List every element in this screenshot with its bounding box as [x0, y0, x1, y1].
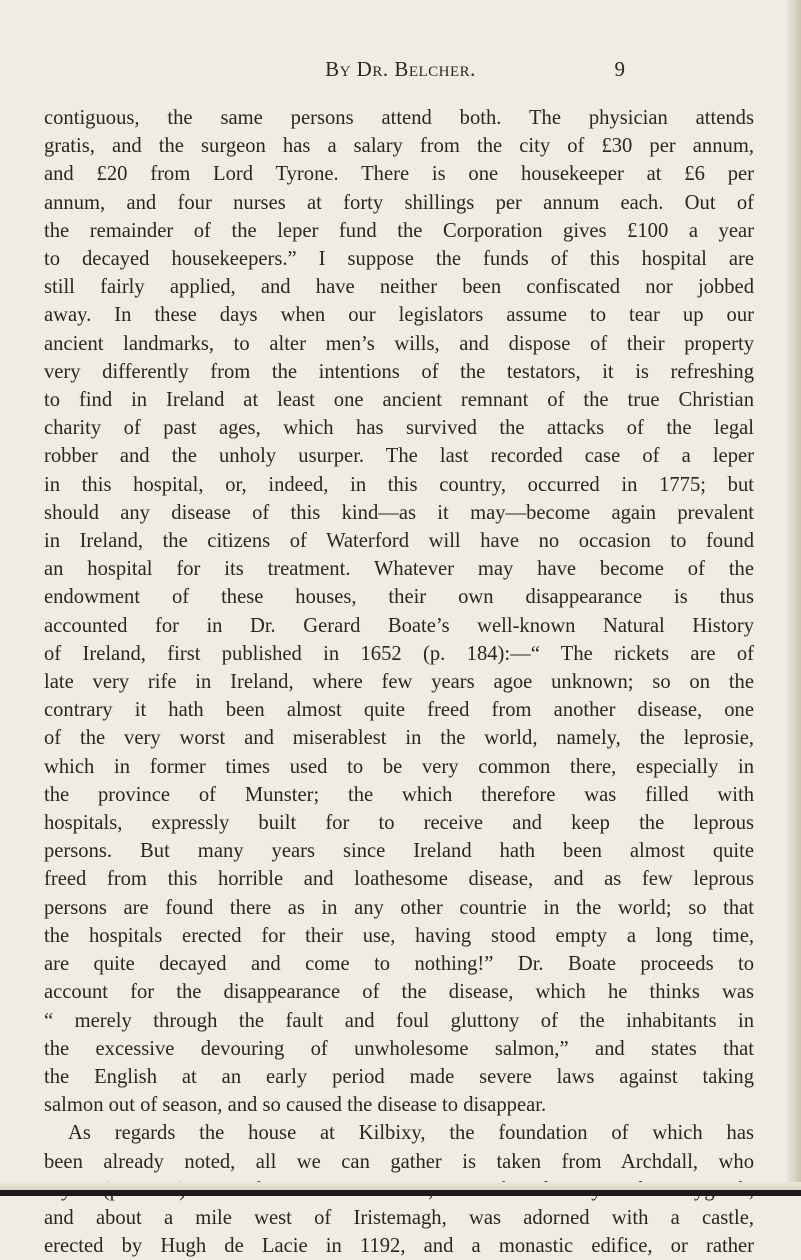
- text-line: contiguous, the same persons attend both. The physician attends: [44, 107, 754, 129]
- text-line: should any disease of this kind—as it may—become again prevalent: [44, 501, 754, 524]
- body-text: [44, 104, 754, 1260]
- paragraph-1: [44, 104, 754, 1119]
- text-line: are quite decayed and come to nothing!” Dr. Boate proceeds to: [44, 953, 754, 976]
- text-line: gratis, and the surgeon has a salary from the city of £30 per annum,: [44, 135, 754, 158]
- page-edge: [787, 0, 801, 1196]
- text-line: and £20 from Lord Tyrone. There is one housekeeper at £6 per: [44, 163, 754, 186]
- text-line: robber and the unholy usurper. The last recorded case of a leper: [44, 445, 754, 468]
- text-line: the English at an early period made severe laws against taking: [44, 1065, 754, 1088]
- page-bottom-edge: [0, 1182, 801, 1190]
- text-line: the remainder of the leper fund the Corporation gives £100 a year: [44, 219, 754, 242]
- text-line: persons. But many years since Ireland hath been almost quite: [44, 840, 754, 863]
- text-line: the excessive devouring of unwholesome salmon,” and states that: [44, 1037, 754, 1060]
- text-line: late very rife in Ireland, where few years agoe unknown; so on the: [44, 671, 754, 694]
- text-line: accounted for in Dr. Gerard Boate’s well-known Natural History: [44, 614, 754, 637]
- text-line: erected by Hugh de Lacie in 1192, and a monastic edifice, or rather: [44, 1235, 754, 1258]
- text-line: ancient landmarks, to alter men’s wills, and dispose of their property: [44, 332, 754, 355]
- text-line: account for the disappearance of the disease, which he thinks was: [44, 981, 754, 1004]
- text-line: away. In these days when our legislators assume to tear up our: [44, 304, 754, 327]
- running-head: By Dr. Belcher.: [325, 57, 476, 81]
- text-line: endowment of these houses, their own disappearance is thus: [44, 586, 754, 609]
- text-line: persons are found there as in any other countrie in the world; so that: [44, 896, 754, 919]
- text-line: been already noted, all we can gather is taken from Archdall, who: [44, 1150, 754, 1173]
- text-line: freed from this horrible and loathesome disease, and as few leprous: [44, 868, 754, 891]
- text-line: As regards the house at Kilbixy, the foundation of which has: [68, 1122, 754, 1145]
- text-line: in Ireland, the citizens of Waterford will have no occasion to found: [44, 530, 754, 553]
- text-line: still fairly applied, and have neither been confiscated nor jobbed: [44, 276, 754, 299]
- page-bottom-shadow: [0, 1190, 801, 1196]
- text-line: hospitals, expressly built for to receive and keep the leprous: [44, 812, 754, 835]
- text-line: to find in Ireland at least one ancient remnant of the true Christian: [44, 389, 754, 412]
- text-line: very differently from the intentions of the testators, it is refreshing: [44, 360, 754, 383]
- text-line: annum, and four nurses at forty shillings per annum each. Out of: [44, 191, 754, 214]
- text-line: of Ireland, first published in 1652 (p. 184):—“ The rickets are of: [44, 642, 754, 665]
- text-line: contrary it hath been almost quite freed from another disease, one: [44, 699, 754, 722]
- page-number: 9: [614, 57, 625, 81]
- text-line: of the very worst and miserablest in the world, namely, the leprosie,: [44, 727, 754, 750]
- text-line: an hospital for its treatment. Whatever may have become of the: [44, 558, 754, 581]
- text-line: to decayed housekeepers.” I suppose the funds of this hospital are: [44, 248, 754, 271]
- text-line: “ merely through the fault and foul gluttony of the inhabitants in: [44, 1009, 754, 1032]
- text-line: which in former times used to be very common there, especially in: [44, 755, 754, 778]
- text-line: in this hospital, or, indeed, in this country, occurred in 1775; but: [44, 473, 754, 496]
- text-line: and about a mile west of Iristemagh, was adorned with a castle,: [44, 1206, 754, 1229]
- text-line: salmon out of season, and so caused the disease to disappear.: [44, 1094, 547, 1117]
- text-line: charity of past ages, which has survived the attacks of the legal: [44, 417, 754, 440]
- text-line: the hospitals erected for their use, having stood empty a long time,: [44, 924, 754, 947]
- page-header: [0, 57, 801, 87]
- text-line: the province of Munster; the which therefore was filled with: [44, 783, 754, 806]
